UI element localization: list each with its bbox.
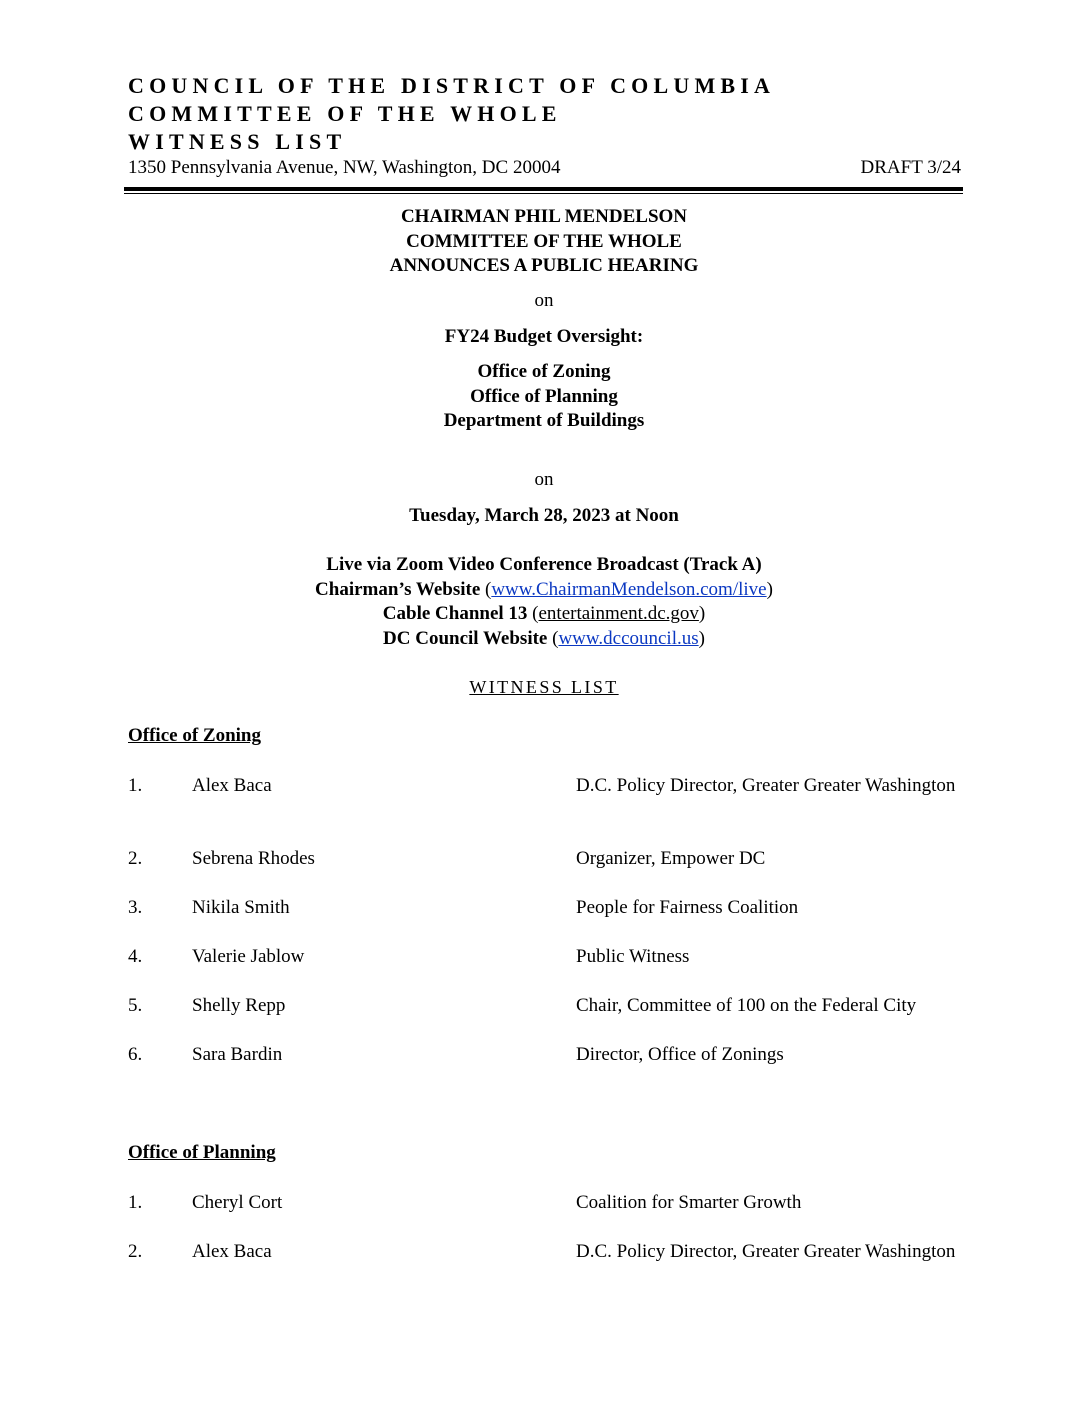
- witness-affiliation: Public Witness: [576, 946, 690, 967]
- broadcast-info: [0, 553, 1088, 651]
- section-heading: Office of Planning: [128, 1142, 276, 1163]
- witness-number: 5.: [128, 995, 143, 1016]
- close-paren: ): [698, 627, 705, 649]
- council-name: COUNCIL OF THE DISTRICT OF COLUMBIA: [128, 73, 776, 98]
- witness-name: Sara Bardin: [192, 1044, 283, 1065]
- witness-number: 6.: [128, 1044, 143, 1065]
- committee-name: COMMITTEE OF THE WHOLE: [128, 101, 562, 126]
- agency-item: Office of Zoning: [477, 361, 611, 382]
- chairman-website-label: Chairman’s Website: [315, 578, 481, 600]
- cable-channel-label: Cable Channel 13: [382, 603, 528, 624]
- witness-number: 3.: [128, 897, 143, 918]
- on-text-1: on: [534, 290, 554, 311]
- council-website-paren: [552, 628, 705, 649]
- witness-affiliation: People for Fairness Coalition: [576, 897, 799, 918]
- draft-label: DRAFT 3/24: [860, 157, 961, 178]
- witness-affiliation: D.C. Policy Director, Greater Greater Washington: [576, 1241, 956, 1262]
- open-paren: (: [552, 627, 559, 649]
- witness-affiliation: Organizer, Empower DC: [576, 848, 766, 869]
- hearing-datetime: Tuesday, March 28, 2023 at Noon: [409, 505, 679, 526]
- header-rule-thick: [124, 187, 963, 191]
- agency-list: [0, 360, 1088, 434]
- on-text-2: on: [534, 469, 554, 490]
- council-website-link[interactable]: www.dccouncil.us: [558, 627, 699, 649]
- open-paren: (: [532, 603, 539, 624]
- witness-name: Alex Baca: [192, 1241, 272, 1262]
- witness-name: Sebrena Rhodes: [192, 848, 315, 869]
- cable-channel-line: [0, 602, 1088, 627]
- zoom-broadcast: Live via Zoom Video Conference Broadcast (Track A): [326, 554, 762, 575]
- cable-channel-paren: [532, 603, 705, 624]
- chairman-website-paren: [485, 579, 773, 600]
- witness-number: 2.: [128, 848, 143, 869]
- witness-name: Alex Baca: [192, 775, 272, 796]
- witness-affiliation: Director, Office of Zonings: [576, 1044, 784, 1065]
- council-website-line: [0, 627, 1088, 652]
- witness-number: 1.: [128, 775, 143, 796]
- letterhead: [128, 72, 961, 179]
- chairman-website-line: [0, 578, 1088, 603]
- witness-list-title-text: WITNESS LIST: [469, 677, 619, 697]
- chairman-website-link[interactable]: www.ChairmanMendelson.com/live: [491, 578, 767, 600]
- announcement-heading: [0, 205, 1088, 279]
- hearing-subject: FY24 Budget Oversight:: [444, 326, 644, 347]
- announcement-line-3: ANNOUNCES A PUBLIC HEARING: [389, 255, 699, 276]
- announcement-line-2: COMMITTEE OF THE WHOLE: [406, 230, 682, 252]
- witness-number: 1.: [128, 1192, 143, 1213]
- agency-item: Office of Planning: [470, 385, 618, 407]
- close-paren: ): [766, 578, 773, 600]
- witness-affiliation: Chair, Committee of 100 on the Federal City: [576, 995, 917, 1016]
- agency-item: Department of Buildings: [443, 410, 645, 431]
- announcement-line-1: CHAIRMAN PHIL MENDELSON: [400, 206, 688, 227]
- witness-name: Nikila Smith: [192, 897, 290, 918]
- witness-affiliation: D.C. Policy Director, Greater Greater Washington: [576, 775, 956, 796]
- witness-name: Shelly Repp: [192, 995, 286, 1016]
- address-row: [128, 157, 961, 179]
- cable-channel-link[interactable]: entertainment.dc.gov: [538, 603, 699, 624]
- open-paren: (: [485, 578, 492, 600]
- close-paren: ): [698, 603, 706, 624]
- document-type: WITNESS LIST: [128, 129, 347, 154]
- header-rule-thin: [124, 193, 963, 194]
- section-heading: Office of Zoning: [128, 725, 261, 746]
- council-website-label: DC Council Website: [383, 627, 548, 649]
- witness-number: 2.: [128, 1241, 143, 1262]
- address: 1350 Pennsylvania Avenue, NW, Washington, DC 20004: [128, 157, 561, 178]
- witness-number: 4.: [128, 946, 143, 967]
- witness-name: Cheryl Cort: [192, 1192, 283, 1213]
- witness-name: Valerie Jablow: [192, 946, 305, 967]
- witness-affiliation: Coalition for Smarter Growth: [576, 1192, 802, 1213]
- witness-list-title: [0, 676, 1088, 698]
